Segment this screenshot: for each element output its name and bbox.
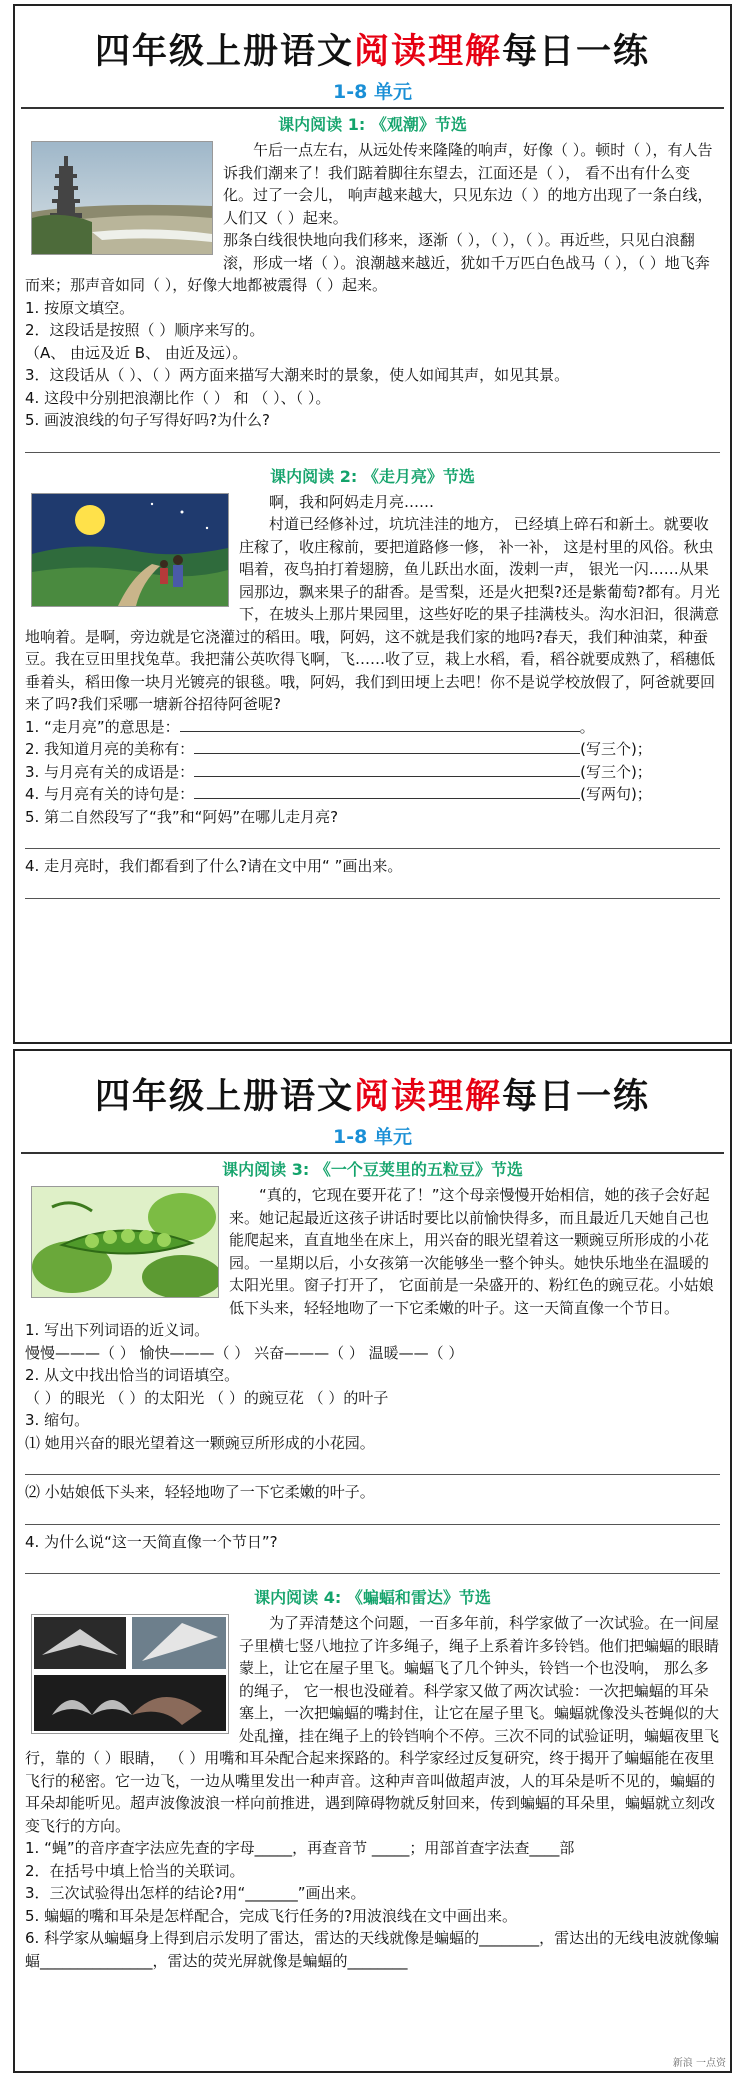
title-part-c: 每日一练 bbox=[502, 1076, 651, 1117]
bat-radar-picture bbox=[31, 1614, 229, 1734]
question-text: 4. 与月亮有关的诗句是： bbox=[25, 785, 195, 803]
answer-blank[interactable] bbox=[194, 776, 580, 777]
worksheet-page-2 bbox=[13, 1049, 732, 2073]
reading1-question-5: 5. 画波浪线的句子写得好吗?为什么? bbox=[25, 411, 271, 429]
question-end: 。 bbox=[579, 717, 595, 736]
reading4-question-3: 3．三次试验得出怎样的结论?用“_______”画出来。 bbox=[25, 1884, 366, 1902]
reading4-section bbox=[15, 1612, 730, 1972]
reading4-question-5: 6. 科学家从蝙蝠身上得到启示发明了雷达，雷达的天线就像是蝙蝠的________，雷达出的无线电波就像蝙蝠_______________，雷达的荧光屏就像是蝙蝠的________ bbox=[25, 1929, 720, 1970]
question-text: 1. “走月亮”的意思是： bbox=[25, 717, 180, 736]
page-title bbox=[15, 1075, 730, 1119]
reading2-question-4 bbox=[25, 783, 720, 806]
reading2-section bbox=[15, 491, 730, 899]
answer-line[interactable] bbox=[25, 1506, 720, 1525]
reading1-question-3: 3．这段话从（ ）、（ ）两方面来描写大潮来时的景象，使人如闻其声，如见其景。 bbox=[25, 366, 570, 384]
reading1-subtitle: 课内阅读 1: 《观潮》节选 bbox=[278, 115, 467, 134]
reading2-question-6: 4. 走月亮时，我们都看到了什么?请在文中用“ ”画出来。 bbox=[25, 857, 403, 875]
title-part-b: 阅读理解 bbox=[353, 1076, 502, 1117]
reading1-paragraph-1: 午后一点左右，从远处传来隆隆的响声，好像（ ）。顿时（ ），有人告诉我们潮来了！我们踮着脚往东望去，江面还是（ ）， 看不出有什么变化。过了一会儿， 响声越来越大，只见东边（ ）的地方出现了一条白线， 人们又（ ）起来。 bbox=[223, 141, 713, 227]
question-end: (写三个)； bbox=[580, 762, 652, 781]
reading4-question-4: 5. 蝙蝠的嘴和耳朵是怎样配合，完成飞行任务的?用波浪线在文中画出来。 bbox=[25, 1906, 518, 1925]
reading4-question-1: 1. “蝇”的音序查字法应先查的字母_____，再查音节 _____；用部首查字法查____部 bbox=[25, 1839, 575, 1857]
reading2-question-3 bbox=[25, 761, 720, 784]
question-text: 2. 我知道月亮的美称有： bbox=[25, 740, 195, 758]
reading2-question-5: 5. 第二自然段写了“我”和“阿妈”在哪儿走月亮? bbox=[25, 807, 339, 826]
worksheet-page-1 bbox=[13, 4, 732, 1044]
watermark-footer: 新浪 一点资 bbox=[672, 2058, 726, 2069]
reading2-paragraph-2: 村道已经修补过，坑坑洼洼的地方， 已经填上碎石和新土。就要收庄稼了，收庄稼前，要把道路修一修， 补一补， 这是村里的风俗。秋虫唱着，夜鸟拍打着翅膀，鱼儿跃出水面，泼剌一声， 银光一闪……从果园那边，飘来果子的甜香。是雪梨，还是火把梨?还是紫葡萄?都有。月光下，在坡头上那片果园里，这些好吃的果子挂满枝头。沟水汩汩，很满意地响着。是啊，旁边就是它浇灌过的稻田。哦，阿妈，这不就是我们家的地吗?春天，我们种油菜，种蚕豆。我在豆田里找兔草。我把蒲公英吹得飞啊，飞……收了豆，栽上水稻，看，稻谷就要成熟了，稻穗低垂着头，稻田像一块月光镀亮的银毯。哦，阿妈，我们到田埂上去吧！你不是说学校放假了，阿爸就要回来了吗?我们采哪一塘新谷招待阿爸呢? bbox=[25, 515, 720, 713]
reading3-section bbox=[15, 1184, 730, 1574]
reading3-question-4: 4. 为什么说“这一天简直像一个节日”? bbox=[25, 1532, 278, 1551]
answer-blank[interactable] bbox=[194, 753, 580, 754]
answer-line[interactable] bbox=[25, 1555, 720, 1574]
title-part-c: 每日一练 bbox=[502, 31, 651, 72]
question-end: (写两句)； bbox=[580, 785, 652, 803]
unit-label: 1-8 单元 bbox=[333, 1126, 412, 1148]
reading2-question-1 bbox=[25, 716, 720, 739]
reading3-question-3: 3. 缩句。 bbox=[25, 1411, 90, 1429]
page-title bbox=[15, 30, 730, 74]
reading4-paragraph-1: 为了弄清楚这个问题，一百多年前，科学家做了一次试验。在一间屋子里横七竖八地拉了许多绳子，绳子上系着许多铃铛。他们把蝙蝠的眼睛蒙上，让它在屋子里飞。蝙蝠飞了几个钟头，铃铛一个也没响， 那么多的绳子， 它一根也没碰着。科学家又做了两次试验：一次把蝙蝠的耳朵塞上，一次把蝙蝠的嘴封住，让它在屋子里飞。蝙蝠就像没头苍蝇似的大处乱撞，挂在绳子上的铃铛响个不停。三次不同的试验证明，蝙蝠夜里飞行，靠的（ ）眼睛， （ ）用嘴和耳朵配合起来探路的。科学家经过反复研究，终于揭开了蝙蝠能在夜里飞行的秘密。它一边飞，一边从嘴里发出一种声音。这种声音叫做超声波，人的耳朵是听不见的，蝙蝠的耳朵却能听见。超声波像波浪一样向前推进，遇到障碍物就反射回来，传到蝙蝠的耳朵里，蝙蝠就立刻改变飞行的方向。 bbox=[25, 1614, 720, 1835]
reading1-section bbox=[15, 139, 730, 453]
reading3-question-2-words: （ ）的眼光 （ ）的太阳光 （ ）的豌豆花 （ ）的叶子 bbox=[25, 1388, 389, 1407]
answer-blank[interactable] bbox=[180, 731, 580, 732]
title-divider bbox=[21, 107, 724, 109]
question-end: (写三个)； bbox=[580, 740, 652, 758]
reading1-question-1: 1. 按原文填空。 bbox=[25, 298, 135, 317]
reading4-question-2: 2．在括号中填上恰当的关联词。 bbox=[25, 1861, 245, 1880]
unit-label: 1-8 单元 bbox=[333, 81, 412, 103]
title-part-a: 四年级上册语文 bbox=[94, 1076, 354, 1117]
reading4-subtitle: 课内阅读 4: 《蝙蝠和雷达》节选 bbox=[254, 1588, 491, 1607]
title-divider bbox=[21, 1152, 724, 1154]
reading3-question-3a: ⑴ 她用兴奋的眼光望着这一颗豌豆所形成的小花园。 bbox=[25, 1433, 375, 1452]
title-part-b: 阅读理解 bbox=[353, 31, 502, 72]
reading2-paragraph-1: 啊，我和阿妈走月亮…… bbox=[269, 492, 435, 511]
reading2-subtitle: 课内阅读 2: 《走月亮》节选 bbox=[270, 466, 475, 486]
answer-line[interactable] bbox=[25, 434, 720, 453]
reading3-question-1: 1. 写出下列词语的近义词。 bbox=[25, 1321, 210, 1339]
answer-line[interactable] bbox=[25, 1456, 720, 1475]
answer-blank[interactable] bbox=[194, 798, 580, 799]
title-part-a: 四年级上册语文 bbox=[94, 31, 354, 72]
moon-walk-picture bbox=[31, 493, 229, 607]
question-text: 3. 与月亮有关的成语是： bbox=[25, 762, 195, 781]
reading3-paragraph-1: “真的，它现在要开花了！”这个母亲慢慢开始相信，她的孩子会好起来。她记起最近这孩子讲话时要比以前愉快得多，而且最近几天她自己也能爬起来，直直地坐在床上，用兴奋的眼光望着这一颗豌豆所形成的小花园。一星期以后，小女孩第一次能够坐一整个钟头。她快乐地坐在温暖的太阳光里。窗子打开了， 它面前是一朵盛开的、粉红色的豌豆花。小姑娘低下头来，轻轻地吻了一下它柔嫩的叶子。这一天简直像一个节日。 bbox=[229, 1186, 714, 1317]
reading1-question-2-options: （A、 由远及近 B、 由近及远）。 bbox=[25, 343, 248, 362]
reading1-question-2: 2．这段话是按照（ ）顺序来写的。 bbox=[25, 321, 265, 339]
reading1-paragraph-2: 那条白线很快地向我们移来，逐渐（ ），（ ），（ ）。再近些，只见白浪翻滚，形成一堵（ ）。浪潮越来越近，犹如千万匹白色战马（ ），（ ）地飞奔而来；那声音如同（ ），好像大地都被震得（ ）起来。 bbox=[25, 231, 710, 294]
reading2-question-2 bbox=[25, 738, 720, 761]
answer-line[interactable] bbox=[25, 830, 720, 849]
reading3-question-2: 2. 从文中找出恰当的词语填空。 bbox=[25, 1366, 240, 1384]
reading3-question-1-words: 慢慢———（ ） 愉快———（ ） 兴奋———（ ） 温暖——（ ） bbox=[25, 1343, 464, 1362]
pea-pod-picture bbox=[31, 1186, 219, 1298]
answer-line[interactable] bbox=[25, 880, 720, 899]
reading3-question-3b: ⑵ 小姑娘低下头来，轻轻地吻了一下它柔嫩的叶子。 bbox=[25, 1483, 375, 1501]
reading3-subtitle: 课内阅读 3: 《一个豆荚里的五粒豆》节选 bbox=[222, 1160, 523, 1179]
pagoda-tide-picture bbox=[31, 141, 213, 255]
reading1-question-4: 4. 这段中分别把浪潮比作（ ） 和 （ ）、（ ）。 bbox=[25, 388, 331, 407]
